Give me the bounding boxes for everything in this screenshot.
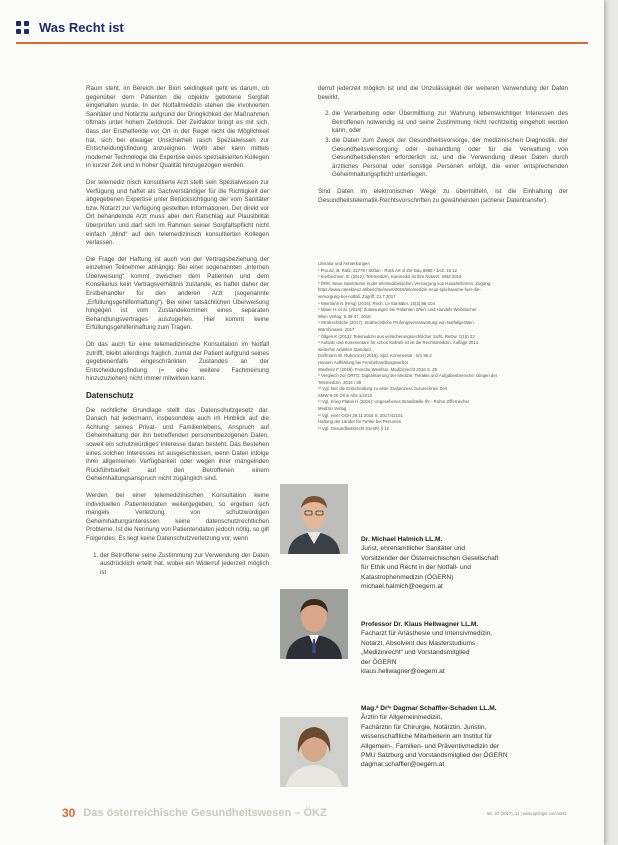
paragraph: Sind Daten im elektronischen Wege zu übermitteln, ist die Einhaltung der Gesundheitstelematik-Rechtsvorschriften zu gewährleisten (sicherer Datentransfer). — [318, 187, 568, 204]
paragraph: Der telemediz nisch konsultierte Arzt stellt sein Spezialwissen zur Verfügung und haftet als Sachverständiger für die Richtigkeit der abgegebenen Expertise unter Berücksichtigung der vom Sanitäter bzw. Notarzt zur Verfügung gestellten Informationen. Der direkt vor Ort behandelnde Arzt muss aber den Ratschlag auf Plausibilität überprüfen und darf sich im Rahmen seiner Sorgfaltspflicht nicht einfach „blind“ auf den telemedizinisch konsultierten Kollegen verlassen. — [86, 178, 269, 247]
footnote: ¹³ Vgl. Gesundheitsrecht (GesR) § 12 — [318, 425, 389, 431]
footnote: ¹¹ Vgl. Krieg Platon H (2016): Ungesehenes Brandstelle Ihr - Rohre Ziffernecher — [318, 399, 470, 405]
footnote: SMW 9-20 Öll in Abs 1/2013 — [318, 392, 372, 398]
author-photo-schaffler — [280, 717, 348, 787]
footnote: versorgung-bei-notfall. Zugriff: 21.7.2017 — [318, 293, 396, 299]
footnote: Telemedizin. 2016 / 39 — [318, 379, 361, 385]
paragraph: derruf jederzeit möglich ist und die Unzulässigkeit der weiteren Verwendung der Daten bewirkt, — [318, 85, 568, 101]
footnote: ³ ÖRK: Neue Spielräume in der telemedizinischen Versorgung von Hausärztinnen. Zugang: — [318, 280, 492, 286]
footnote: ⁹ Vergleich zur ORTG: Digitalisierung der Medizin. Tetrakts und Aufgabenbereiche. Dingen der — [318, 373, 498, 379]
bio-line: für Ethik und Recht in der Notfall- und — [361, 564, 471, 572]
author-bio-hellwagner — [361, 620, 581, 676]
bio-line: Jurist, ehrenamtlicher Sanitäter und — [361, 545, 466, 553]
grid-dots-icon — [16, 21, 29, 34]
bio-line: Vorsitzender der Österreichischen Gesellschaft — [361, 554, 499, 562]
footnote: ⁵ Maier H. et al. (2016): Zulassungen bei Patienten Wien- und Handels Werkbücher — [318, 307, 477, 313]
author-name: Dr. Michael Halmich LL.M. — [361, 536, 443, 543]
column-left — [86, 85, 269, 585]
publication-title: Das österreichische Gesundheitswesen – ÖKZ — [83, 807, 327, 819]
section-header — [16, 20, 124, 35]
footnote: ¹ Prousz, B. Rabl, 31779 / Stiftun - Rück Art ol Zer Bau 8980 / 3AZ. 16 12 — [318, 267, 458, 273]
conditions-list — [86, 552, 269, 578]
author-bio-schaffler — [361, 704, 581, 770]
author-photo-hellwagner — [280, 589, 348, 659]
bio-line: der ÖGERN — [361, 658, 397, 666]
footnote: ⁶ Strafrechtliche (2017): Strafrechtliche Prüfungsverantwortung von Notfallgeräten. — [318, 320, 475, 326]
author-photo-halmich — [280, 484, 348, 554]
section-title: Was Recht ist — [39, 20, 124, 35]
footnote: Literatur und Anmerkungen — [318, 261, 370, 266]
bio-line: Katastrophenmedizin (ÖGERN) — [361, 573, 454, 581]
footnote: ⁴ Weimann N (Hrsg) (2016): Rech. Le Sanitäter. 15(2) 96-104 — [318, 300, 435, 306]
footer-issue-info: 58. JG (2017), 11 | www.springer.com/oekz — [487, 811, 567, 816]
footnotes — [318, 261, 568, 432]
list-item: 2. die Verarbeitung oder Übermittlung zur Wahrung lebenswichtiger Interessen des Betroffenen notwendig ist und seine Zustimmung nicht rechtzeitig eingeholt werden kann, oder — [332, 110, 568, 136]
footnote: https://www.roteskreuz.at/berichte/news/2016/telemedizin-neue-spielraeume-fuer-die- — [318, 287, 481, 293]
conditions-list-continued — [318, 110, 568, 180]
list-item: 3. die Daten zum Zweck der Gesundheitsvorsorge, der medizinischen Diagnostik, der Gesundheitsversorgung oder -behandlung oder für die Verwaltung von Gesundheitsdiensten erforderlich ist, und die Verwendung dieser Daten durch ärztliches Personal oder sonstige Personen erfolgt, die einer entsprechenden Geheimhaltungspflicht unterliegen. — [332, 137, 568, 180]
bio-line: Facharzt für Anästhesie und Intensivmedizin, — [361, 630, 493, 638]
paragraph: Die Frage der Haftung ist auch von der Vertragsbeziehung der einzelnen Teilnehmer abhängig. Bei einer sogenannten „internen Überweisung“ kommt zwischen dem Patienten und dem Konsiliarius kein Vertragsverhältnis zustande, es haftet daher der Erstbehandler für den anderen Arzt (sogenannte „Erfüllungsgehilfenhaftung“). Bei einer tatsächlichen Überweisung hingegen ist vom Zustandekommen eines separaten Behandlungsvertrages auszugehen. Hier kommt keine Erfüllungsgehilfenhaftung zum Tragen. — [86, 255, 269, 332]
paragraph: Die rechtliche Grundlage stellt das Datenschutzgesetz dar. Danach hat jedermann, insbesondere auch im Hinblick auf die Achtung seines Privat- und Familienlebens, Anspruch auf Geheimhaltung der ihn betreffenden personenbezogenen Daten, soweit ein schutzwürdiges Interesse daran besteht. Das Bestehen eines solchen Interesses ist ausgeschlossen, wenn Daten infolge ihrer allgemeinen Verfügbarkeit oder wegen ihrer mangelnden Rückführbarkeit auf den Betroffenen einem Geheimhaltungsanspruch nicht zugänglich sind. — [86, 406, 269, 483]
paragraph: Raum steht, im Bereich der Bioh seidingkeit geht es darum, ob gegenüber dem Patienten die objektiv gebotene Sorgfalt eingehalten wurde. In der Notfallmedizin stehen die involvierten Sanitäter und Notärzte aufgrund der Dringlichkeit der Maßnahmen oftmals unter hohem Zeitdruck. Der Zeitfaktor bringt es mit sich, dass der Ersthelfende vor Ort in der Regel nicht die Möglichkeit hat, sich bei etwaiger Unsicherheit rasch Spezialwissen zur Entscheidungsfindung anzueignen. Wohl aber kann mittels moderner Technologie die Expertise eines spezialisierten Kollegen in kurzer Zeit und in hoher Qualität hinzugezogen werden. — [86, 85, 269, 170]
footnote: ¹² Vgl. einer OGH 29.11.2016 S. 2017/42101 — [318, 412, 403, 418]
footnote: Weshner F (2016): Frosche Weishun. Medizinrecht 2016 S. 25 — [318, 366, 438, 372]
footnote: Hansen Aufklärung bei Fernbehandlungsverbot — [318, 359, 408, 365]
footnote: Medizin Verlag — [318, 406, 347, 412]
footnote: ¹⁰ Vgl. hier die Entscheidung zu einer Zivilprozess zuzurechnen Zeit — [318, 386, 447, 392]
footnote: ⁸ Aufsatz und Kommentare für schon Kallnek ist ist die Rechtsmedizin. Auflage 2014 — [318, 340, 479, 346]
footnote: weiterhin Arbeiten Standard. — [318, 346, 372, 352]
subheading-datenschutz: Datenschutz — [86, 391, 134, 400]
paragraph: Werden bei einer telemedizinischen Konsultation keine individuellen Patientendaten weitergegeben, so ergeben sich mangels Verletzung von schutzwürdigen Geheimhaltungsinteressen keine datenschutzrechtlichen Probleme. Ist die Nennung von Patientendaten jedoch nötig, so gilt Folgendes: Es liegt keine Datenschutzverletzung vor, wenn — [86, 491, 269, 542]
author-name: Mag.ª Drⁱⁿ Dagmar Schaffler-Schaden LL.M. — [361, 705, 497, 712]
author-bio-halmich — [361, 535, 581, 591]
bio-line: Ärztin für Allgemeinmedizin, — [361, 714, 443, 722]
author-email: klaus.hellwagner@oegern.at — [361, 668, 445, 676]
bio-line: Allgemein-, Familien- und Präventivmedizin der — [361, 742, 500, 750]
footnote: Haftung der Länder für Fehler bei Personen. — [318, 419, 403, 425]
author-name: Professor Dr. Klaus Hellwagner LL.M. — [361, 621, 479, 628]
bio-line: wissenschaftliche Mitarbeiterin am Institut für — [361, 733, 493, 741]
bio-line: „Medizinrecht“ und Vorstandsmitglied — [361, 649, 470, 657]
author-email: dagmar.schaffler@oegern.at — [361, 761, 445, 769]
footnote: ² Kierbechner, B. (2012): Telemedizin, Kaemedol ist ihre Notarzt. SMZ 2016 — [318, 274, 462, 280]
author-email: michael.halmich@oegern.at — [361, 583, 443, 591]
footnote: Wien Verlag: S.38-47. 2016 — [318, 313, 371, 319]
page-number: 30 — [62, 806, 76, 820]
bio-line: PMU Salzburg und Vorstandsmitglied der ÖGERN — [361, 752, 508, 760]
footnote: ⁷ Öllgen K (2013): Telemedizin aus versicherungsrechtlicher Sicht. ReDw. 1(15) 23 — [318, 333, 475, 339]
bio-line: Notarzt, Absolvent des Masterstudiums — [361, 639, 476, 647]
header-divider — [16, 42, 588, 44]
column-right — [318, 85, 568, 213]
paragraph: Ob das auch für eine telemedizinische Konsultation im Notfall zutrifft, bleibt allerdings fraglich, zumal der Patient aufgrund seines gegebenenfalls eingeschränkten Zustandes an der Entscheidungsfindung (= eine weitere Fachmeinung hinzuzuziehen) nicht immer mitwirken kann. — [86, 341, 269, 383]
footnote: Warnhinweis. 2017 — [318, 326, 355, 332]
bio-line: Fachärztin für Chirurgie, Notärztin, Juristin, — [361, 723, 487, 731]
footnote: Dorfmann W. Ruhnick H (2016). Spd. Kommentar - 8/1 96.2 — [318, 353, 432, 359]
list-item: 1. der Betroffene seine Zustimmung zur Verwendung der Daten ausdrücklich erteilt hat, wobei ein Widerruf jederzeit möglich ist — [100, 552, 269, 578]
